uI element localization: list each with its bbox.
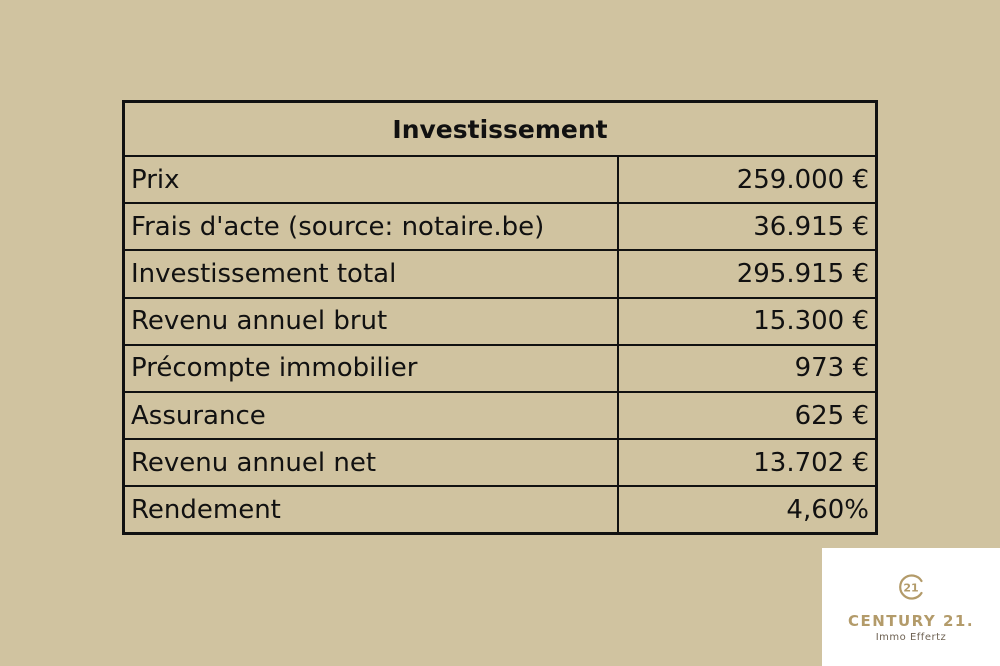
table-row — [125, 203, 875, 250]
brand-subtitle: Immo Effertz — [875, 632, 947, 643]
row-value: 13.702 € — [618, 439, 875, 486]
table-row — [125, 156, 875, 203]
row-value: 295.915 € — [618, 250, 875, 297]
table-row — [125, 345, 875, 392]
row-value: 625 € — [618, 392, 875, 439]
row-value: 973 € — [618, 345, 875, 392]
row-value: 15.300 € — [618, 298, 875, 345]
brand-name: CENTURY 21. — [847, 612, 975, 630]
century21-seal-icon — [897, 573, 925, 601]
table-row — [125, 486, 875, 532]
table-row — [125, 439, 875, 486]
row-label: Prix — [125, 156, 618, 203]
row-value: 36.915 € — [618, 203, 875, 250]
row-value: 259.000 € — [618, 156, 875, 203]
row-label: Revenu annuel net — [125, 439, 618, 486]
row-label: Rendement — [125, 486, 618, 532]
table-title: Investissement — [125, 103, 875, 156]
table-row — [125, 250, 875, 297]
table-title-row — [125, 103, 875, 156]
row-label: Revenu annuel brut — [125, 298, 618, 345]
row-label: Assurance — [125, 392, 618, 439]
investment-table — [122, 100, 878, 535]
row-label: Précompte immobilier — [125, 345, 618, 392]
seal-number: 21 — [903, 581, 919, 595]
row-value: 4,60% — [618, 486, 875, 532]
row-label: Investissement total — [125, 250, 618, 297]
century21-logo — [822, 548, 1000, 666]
table-row — [125, 298, 875, 345]
row-label: Frais d'acte (source: notaire.be) — [125, 203, 618, 250]
table-row — [125, 392, 875, 439]
